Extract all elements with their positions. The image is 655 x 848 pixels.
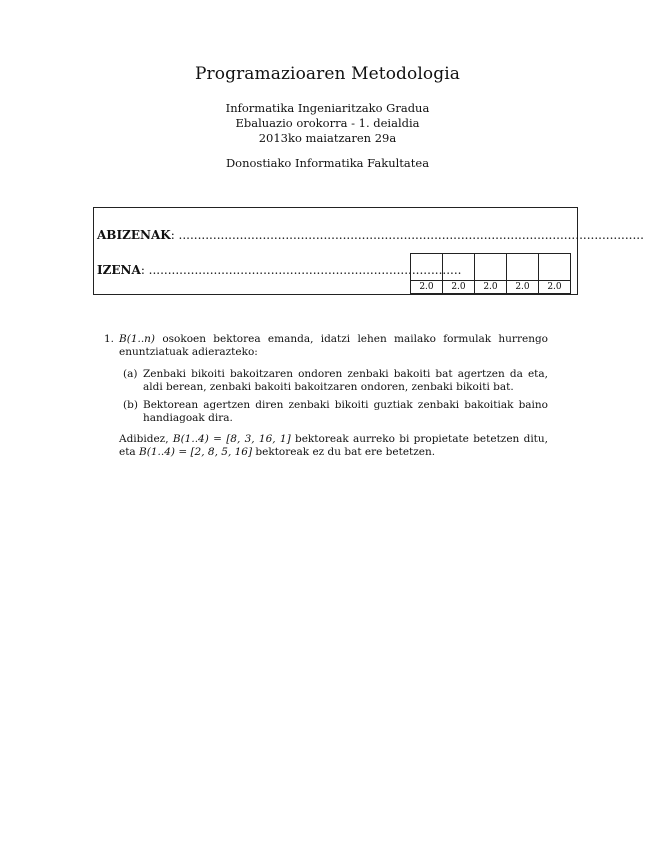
- exam-line: Ebaluazio orokorra - 1. deialdia: [235, 116, 420, 130]
- example-mid: bektoreak aurreko bi propietate betetzen ditu, eta: [119, 433, 548, 458]
- question-intro: [119, 333, 548, 358]
- score-cell: [443, 254, 475, 281]
- points-cell: 2.0: [475, 281, 507, 294]
- score-cell: [475, 254, 507, 281]
- item-a-label: (a): [123, 368, 138, 380]
- item-a-text: Zenbaki bikoiti bakoitzaren ondoren zenbaki bakoiti bat agertzen da eta, aldi berean, zenbaki bakoiti bakoitzaren ondoren, zenbaki bikoiti bat.: [143, 368, 548, 393]
- date-line: 2013ko maiatzaren 29a: [258, 131, 397, 145]
- score-table: [410, 253, 571, 294]
- name-dots: : ..................................................................................: [140, 263, 462, 277]
- intro-text: osokoen bektorea emanda, idatzi lehen mailako formulak hurrengo enuntziatuak adierazteko:: [119, 333, 548, 358]
- degree-line: Informatika Ingeniaritzako Gradua: [225, 101, 430, 115]
- vector-math: B(1..n): [119, 333, 156, 345]
- example-post: bektoreak ez du bat ere betetzen.: [252, 445, 436, 458]
- course-title: Programazioaren Metodologia: [195, 64, 460, 84]
- student-id-box: [93, 207, 644, 295]
- question-number: 1.: [104, 333, 115, 345]
- name-label: IZENA: [97, 263, 141, 277]
- score-cell: [411, 254, 443, 281]
- faculty-line: Donostiako Informatika Fakultatea: [225, 156, 430, 170]
- example-math-1: B(1..4) = [8, 3, 16, 1]: [172, 433, 291, 445]
- points-cell: 2.0: [443, 281, 475, 294]
- example-pre: Adibidez,: [119, 433, 173, 445]
- score-cell: [507, 254, 539, 281]
- example-paragraph: [119, 433, 548, 458]
- item-b-label: (b): [123, 399, 138, 411]
- item-b-text: Bektorean agertzen diren zenbaki bikoiti guztiak zenbaki bakoitiak baino handiagoak dira.: [143, 399, 548, 424]
- surname-label: ABIZENAK: [97, 228, 171, 242]
- points-cell: 2.0: [539, 281, 571, 294]
- surname-line[interactable]: [97, 228, 644, 242]
- surname-dots: : ..........................................................................................................................: [170, 228, 644, 242]
- example-math-2: B(1..4) = [2, 8, 5, 16]: [139, 445, 253, 458]
- points-cell: 2.0: [507, 281, 539, 294]
- score-cell: [539, 254, 571, 281]
- name-line[interactable]: [97, 263, 462, 277]
- points-cell: 2.0: [411, 281, 443, 294]
